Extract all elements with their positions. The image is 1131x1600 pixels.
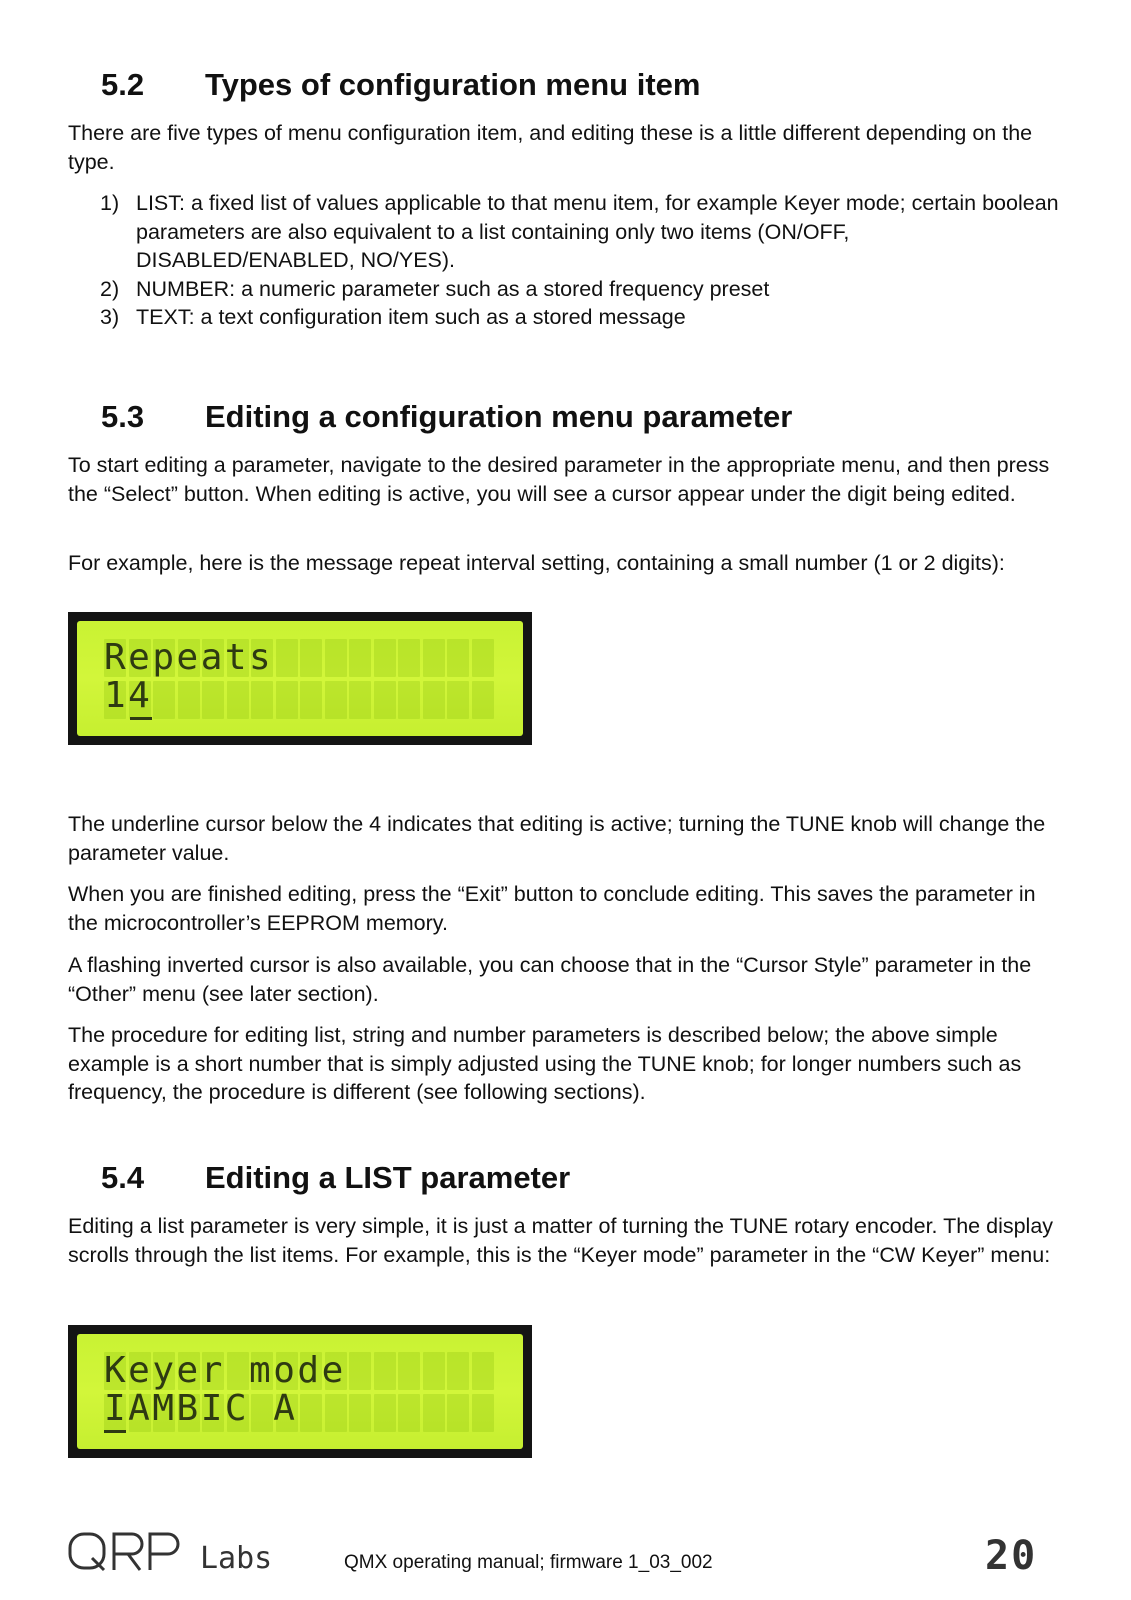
item-types-list — [100, 189, 1060, 332]
lcd-cell — [398, 1352, 420, 1390]
lcd-line-2: IAMBIC A — [104, 1388, 298, 1429]
lcd-cell — [251, 681, 273, 719]
list-item-text: TEXT: a text configuration item such as a stored message — [136, 305, 686, 329]
lcd-cell — [398, 639, 420, 677]
lcd-cell — [447, 1352, 469, 1390]
lcd-display-keyer-mode — [68, 1325, 532, 1458]
list-item-text: LIST: a fixed list of values applicable to that menu item, for example Keyer mode; certain boolean parameters are also equivalent to a list containing only two items (ON/OFF, DISABLED/ENABLED, NO/YES). — [136, 191, 1059, 272]
qrp-labs-logo — [68, 1530, 298, 1574]
paragraph: The underline cursor below the 4 indicates that editing is active; turning the TUNE knob will change the parameter value. — [68, 812, 1046, 865]
list-item — [100, 303, 1060, 332]
paragraph: When you are finished editing, press the “Exit” button to conclude editing. This saves the parameter in the microcontroller’s EEPROM memory. — [68, 882, 1036, 935]
section-title: Editing a LIST parameter — [205, 1160, 571, 1195]
lcd-line-2: 14 — [104, 675, 153, 716]
lcd-display-repeats — [68, 612, 532, 745]
lcd-cell — [300, 1394, 322, 1432]
lcd-cell — [349, 639, 371, 677]
lcd-cell — [178, 681, 200, 719]
lcd-underline-cursor — [104, 1430, 126, 1433]
list-item-text: NUMBER: a numeric parameter such as a stored frequency preset — [136, 276, 770, 301]
section-number: 5.4 — [101, 1160, 145, 1195]
lcd-cell — [349, 1394, 371, 1432]
list-item-number: 2) — [100, 276, 120, 301]
lcd-line-1: Repeats — [104, 637, 274, 678]
lcd-cell — [202, 681, 224, 719]
section-number: 5.3 — [101, 399, 145, 434]
lcd-cell — [325, 639, 347, 677]
lcd-cell — [300, 639, 322, 677]
lcd-cell — [472, 639, 494, 677]
lcd-cell — [423, 1352, 445, 1390]
lcd-cell — [325, 1394, 347, 1432]
lcd-cell — [374, 1352, 396, 1390]
lcd-cell — [447, 639, 469, 677]
paragraph: A flashing inverted cursor is also available, you can choose that in the “Cursor Style” parameter in the “Other” menu (see later section). — [68, 953, 1032, 1006]
lcd-cell — [349, 1352, 371, 1390]
lcd-cell — [349, 681, 371, 719]
lcd-line-1: Keyer mode — [104, 1350, 346, 1391]
list-item-number: 3) — [100, 305, 120, 329]
lcd-cell — [153, 681, 175, 719]
lcd-cell — [472, 1352, 494, 1390]
lcd-cell — [374, 1394, 396, 1432]
lcd-cell — [423, 681, 445, 719]
lcd-cell — [300, 681, 322, 719]
paragraph: To start editing a parameter, navigate to the desired parameter in the appropriate menu, and then press the “Select” button. When editing is active, you will see a cursor appear under the digit being edited. — [68, 453, 1050, 506]
lcd-cell — [423, 639, 445, 677]
page-number: 20 — [985, 1533, 1038, 1579]
paragraph: There are five types of menu configuration item, and editing these is a little different depending on the type. — [68, 121, 1033, 174]
lcd-cell — [472, 681, 494, 719]
paragraph: The procedure for editing list, string and number parameters is described below; the above simple example is a short number that is simply adjusted using the TUNE knob; for longer numbers such as frequency, the procedure is different (see following sections). — [68, 1023, 1022, 1104]
lcd-cell — [472, 1394, 494, 1432]
section-title: Types of configuration menu item — [205, 67, 701, 102]
lcd-cell — [398, 1394, 420, 1432]
svg-text:Labs: Labs — [200, 1541, 273, 1574]
lcd-cell — [325, 681, 347, 719]
list-item — [100, 189, 1060, 275]
lcd-cell — [276, 639, 298, 677]
paragraph: Editing a list parameter is very simple, it is just a matter of turning the TUNE rotary encoder. The display scrolls through the list items. For example, this is the “Keyer mode” parameter in the “CW Keyer” menu: — [68, 1214, 1054, 1267]
lcd-cell — [398, 681, 420, 719]
lcd-cell — [447, 681, 469, 719]
lcd-cell — [276, 681, 298, 719]
lcd-cell — [227, 681, 249, 719]
list-item — [100, 275, 1060, 304]
paragraph: For example, here is the message repeat interval setting, containing a small number (1 or 2 digits): — [68, 551, 1005, 575]
lcd-cell — [423, 1394, 445, 1432]
footer-text: QMX operating manual; firmware 1_03_002 — [344, 1552, 713, 1573]
section-title: Editing a configuration menu parameter — [205, 399, 793, 434]
lcd-cell — [374, 639, 396, 677]
list-item-number: 1) — [100, 191, 120, 215]
lcd-cell — [374, 681, 396, 719]
lcd-cell — [447, 1394, 469, 1432]
lcd-underline-cursor — [130, 717, 152, 720]
section-number: 5.2 — [101, 67, 145, 102]
